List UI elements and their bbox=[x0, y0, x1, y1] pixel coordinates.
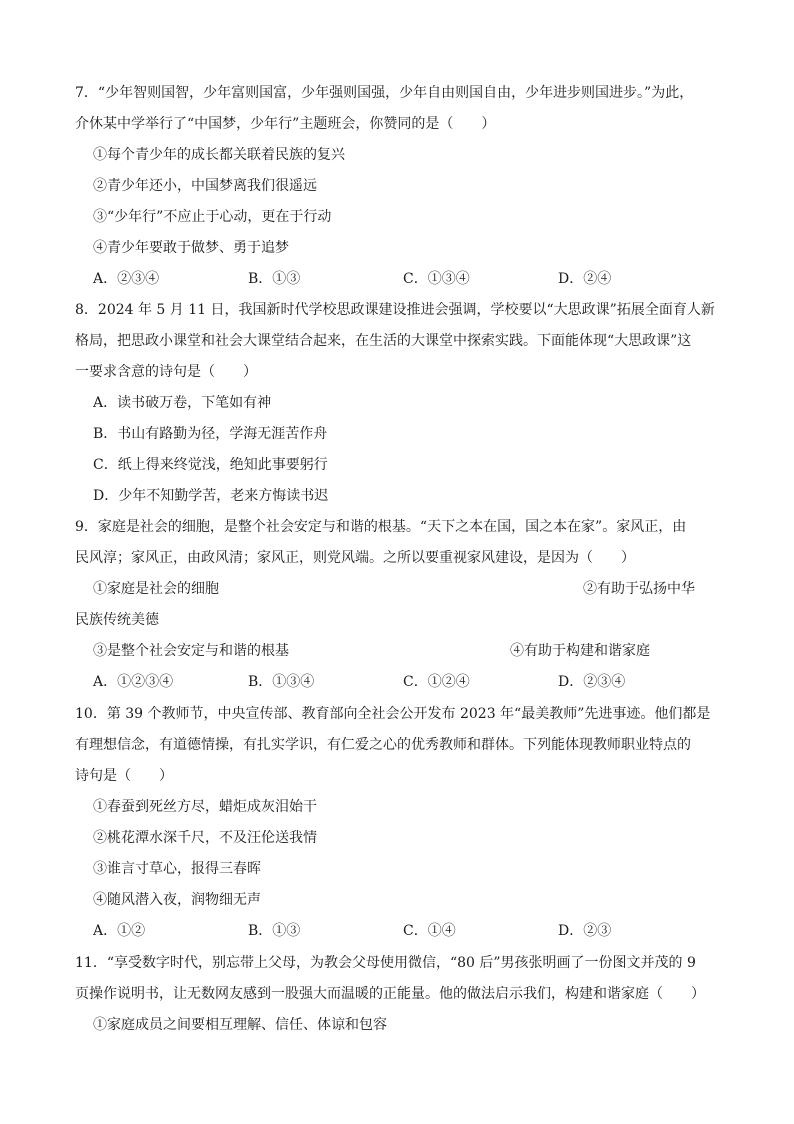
q9-statement-2-cont: 民族传统美德 bbox=[75, 612, 159, 628]
q9-statement-4: ④有助于构建和谐家庭 bbox=[510, 643, 650, 659]
q7-statement-4: ④青少年要敢于做梦、勇于追梦 bbox=[93, 240, 289, 256]
q7-choice-c: C．①③④ bbox=[403, 271, 470, 287]
q7-statement-2: ②青少年还小，中国梦离我们很遥远 bbox=[93, 178, 317, 194]
q7-statement-1: ①每个青少年的成长都关联着民族的复兴 bbox=[93, 147, 345, 163]
q10-statement-4: ④随风潜入夜，润物细无声 bbox=[93, 892, 261, 908]
q7-statement-3: ③“少年行”不应止于心动，更在于行动 bbox=[93, 209, 332, 225]
q11-stem-line-2: 页操作说明书，让无数网友感到一股强大而温暖的正能量。他的做法启示我们，构建和谐家庭（ ） bbox=[75, 986, 705, 1002]
q9-stem-line-2: 民风淳；家风正，由政风清；家风正，则党风端。之所以要重视家风建设，是因为（ ） bbox=[75, 550, 635, 566]
q8-stem-line-2: 格局，把思政小课堂和社会大课堂结合起来，在生活的大课堂中探索实践。下面能体现“大思政课”这 bbox=[75, 333, 692, 349]
q9-statement-1: ①家庭是社会的细胞 bbox=[93, 581, 219, 597]
q8-option-d: D．少年不知勤学苦，老来方悔读书迟 bbox=[93, 488, 329, 504]
q10-stem-line-1: 10．第 39 个教师节，中央宣传部、教育部向全社会公开发布 2023 年“最美教师”先进事迹。他们都是 bbox=[75, 706, 711, 722]
q8-option-b: B．书山有路勤为径，学海无涯苦作舟 bbox=[93, 426, 328, 442]
q7-choice-d: D．②④ bbox=[558, 271, 612, 287]
q11-statement-1: ①家庭成员之间要相互理解、信任、体谅和包容 bbox=[93, 1017, 387, 1033]
q8-option-c: C．纸上得来终觉浅，绝知此事要躬行 bbox=[93, 457, 328, 473]
q10-choice-c: C．①④ bbox=[403, 923, 456, 939]
q10-statement-2: ②桃花潭水深千尺，不及汪伦送我情 bbox=[93, 830, 317, 846]
q10-choice-d: D．②③ bbox=[558, 923, 612, 939]
q7-stem-line-1: 7．“少年智则国智，少年富则国富，少年强则国强，少年自由则国自由，少年进步则国进步。”为此， bbox=[75, 85, 694, 101]
q10-stem-line-2: 有理想信念，有道德情操，有扎实学识，有仁爱之心的优秀教师和群体。下列能体现教师职业特点的 bbox=[75, 737, 691, 753]
q7-choice-a: A．②③④ bbox=[93, 271, 160, 287]
q10-statement-3: ③谁言寸草心，报得三春晖 bbox=[93, 861, 261, 877]
q9-statement-3: ③是整个社会安定与和谐的根基 bbox=[93, 643, 289, 659]
q7-stem-line-2: 介休某中学举行了“中国梦，少年行”主题班会，你赞同的是（ ） bbox=[75, 116, 496, 132]
q9-statement-2: ②有助于弘扬中华 bbox=[583, 581, 695, 597]
q10-choice-b: B．①③ bbox=[248, 923, 301, 939]
q8-stem-line-3: 一要求含意的诗句是（ ） bbox=[75, 364, 257, 380]
q10-choice-a: A．①② bbox=[93, 923, 146, 939]
q9-choice-b: B．①③④ bbox=[248, 674, 315, 690]
q8-stem-line-1: 8．2024 年 5 月 11 日，我国新时代学校思政课建设推进会强调，学校要以“大思政课”拓展全面育人新 bbox=[75, 302, 715, 318]
q9-stem-line-1: 9．家庭是社会的细胞，是整个社会安定与和谐的根基。“天下之本在国，国之本在家”。家风正，由 bbox=[75, 519, 687, 535]
q10-statement-1: ①春蚕到死丝方尽，蜡炬成灰泪始干 bbox=[93, 799, 317, 815]
q9-choice-c: C．①②④ bbox=[403, 674, 470, 690]
q11-stem-line-1: 11．“享受数字时代，别忘带上父母，为教会父母使用微信，“80 后”男孩张明画了一份图文并茂的 9 bbox=[75, 955, 696, 971]
q9-choice-d: D．②③④ bbox=[558, 674, 626, 690]
q10-stem-line-3: 诗句是（ ） bbox=[75, 768, 173, 784]
q7-choice-b: B．①③ bbox=[248, 271, 301, 287]
q8-option-a: A．读书破万卷，下笔如有神 bbox=[93, 395, 272, 411]
q9-choice-a: A．①②③④ bbox=[93, 674, 174, 690]
